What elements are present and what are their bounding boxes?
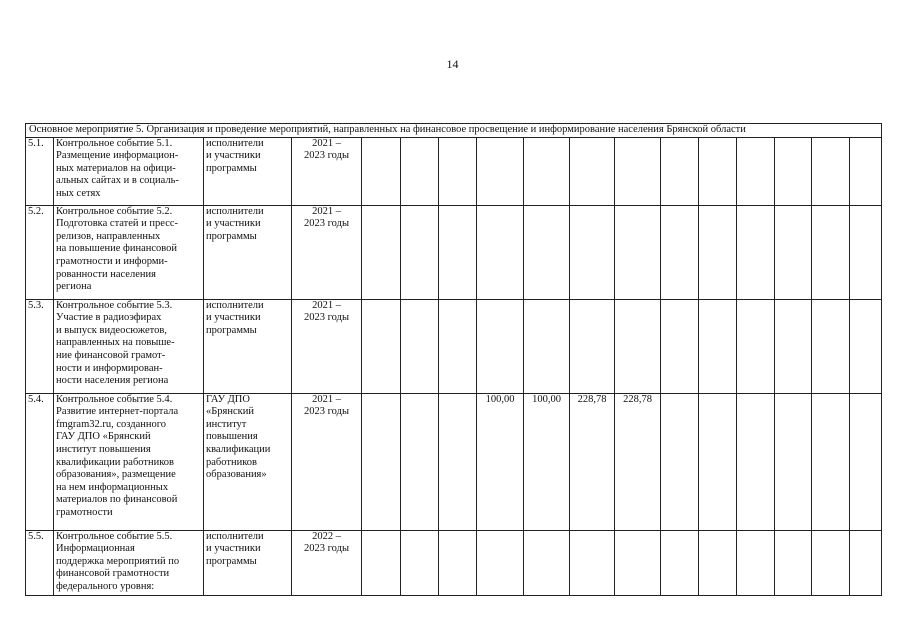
executors <box>204 530 292 595</box>
value-cell <box>850 137 882 205</box>
cell-line: и участники <box>206 218 261 230</box>
value-cell <box>439 205 477 299</box>
cell-line: 2021 – <box>312 299 341 311</box>
value-cell <box>661 299 699 393</box>
cell-line: ГАУ ДПО <box>206 393 250 405</box>
cell-line: на нем информационных <box>56 481 169 493</box>
cell-line: программы <box>206 162 257 174</box>
cell-line: 2021 – <box>312 137 341 149</box>
value-cell <box>477 205 524 299</box>
cell-line: ности и информирован- <box>56 362 163 374</box>
value-cell <box>661 530 699 595</box>
cell-line: ГАУ ДПО «Брянский <box>56 431 151 443</box>
row-number: 5.2. <box>26 205 54 299</box>
executors <box>204 393 292 530</box>
cell-line: и выпуск видеосюжетов, <box>56 324 167 336</box>
value-cell <box>570 299 615 393</box>
value-cell: 228,78 <box>615 393 661 530</box>
value-cell <box>775 393 812 530</box>
value-cell <box>477 137 524 205</box>
value-cell <box>362 393 401 530</box>
cell-line: 2023 годы <box>303 218 349 230</box>
value-cell <box>850 205 882 299</box>
cell-line: программы <box>206 324 257 336</box>
value-cell: 100,00 <box>524 393 570 530</box>
value-cell <box>850 393 882 530</box>
value-cell <box>850 299 882 393</box>
cell-line: ных материалов на офици- <box>56 162 176 174</box>
cell-line: повышения <box>206 431 258 443</box>
value-cell <box>439 393 477 530</box>
implementation-period <box>292 393 362 530</box>
value-cell <box>775 299 812 393</box>
executors <box>204 299 292 393</box>
executors <box>204 205 292 299</box>
event-description <box>54 205 204 299</box>
cell-line: квалификации работников <box>56 456 175 468</box>
page-number: 14 <box>446 57 459 71</box>
plan-table <box>25 123 882 596</box>
value-cell <box>401 393 439 530</box>
value-cell <box>570 530 615 595</box>
cell-line: 2023 годы <box>303 150 349 162</box>
cell-line: и участники <box>206 543 261 555</box>
table-row <box>26 205 882 299</box>
value-cell <box>362 299 401 393</box>
value-cell <box>737 299 775 393</box>
cell-line: Контрольное событие 5.3. <box>56 299 173 311</box>
cell-line: 2023 годы <box>303 312 349 324</box>
table-row <box>26 299 882 393</box>
cell-line: Контрольное событие 5.2. <box>56 205 173 217</box>
value-cell <box>737 393 775 530</box>
event-description <box>54 299 204 393</box>
cell-line: Контрольное событие 5.5. <box>56 530 173 542</box>
value-cell <box>737 205 775 299</box>
cell-line: институт <box>206 418 247 430</box>
row-number: 5.3. <box>26 299 54 393</box>
value-cell <box>615 530 661 595</box>
cell-line: материалов по финансовой <box>56 494 178 506</box>
cell-line: исполнители <box>206 530 264 542</box>
value-cell <box>439 299 477 393</box>
executors <box>204 137 292 205</box>
value-cell <box>812 299 850 393</box>
value-cell: 100,00 <box>477 393 524 530</box>
value-cell <box>812 530 850 595</box>
value-cell <box>812 393 850 530</box>
cell-line: 2023 годы <box>303 406 349 418</box>
cell-line: программы <box>206 230 257 242</box>
cell-line: ных сетях <box>56 187 101 199</box>
value-cell <box>570 205 615 299</box>
value-cell <box>401 205 439 299</box>
value-cell <box>737 137 775 205</box>
cell-line: fmgram32.ru, созданного <box>56 418 167 430</box>
value-cell <box>362 137 401 205</box>
cell-line: ности населения региона <box>56 375 169 387</box>
value-cell <box>850 530 882 595</box>
value-cell <box>477 530 524 595</box>
value-cell <box>812 137 850 205</box>
cell-line: Контрольное событие 5.4. <box>56 393 173 405</box>
cell-line: направленных на повыше- <box>56 337 175 349</box>
cell-line: грамотности и информи- <box>56 255 168 267</box>
value-cell <box>661 393 699 530</box>
cell-line: «Брянский <box>206 406 254 418</box>
cell-line: 2021 – <box>312 393 341 405</box>
cell-line: релизов, направленных <box>56 230 161 242</box>
implementation-period <box>292 299 362 393</box>
event-description <box>54 393 204 530</box>
value-cell <box>615 137 661 205</box>
cell-line: 2022 – <box>312 530 341 542</box>
value-cell <box>775 137 812 205</box>
value-cell <box>477 299 524 393</box>
value-cell <box>699 137 737 205</box>
cell-line: Подготовка статей и пресс- <box>56 218 179 230</box>
cell-line: и участники <box>206 150 261 162</box>
implementation-period <box>292 137 362 205</box>
cell-line: федерального уровня: <box>56 580 155 592</box>
row-number: 5.1. <box>26 137 54 205</box>
cell-line: грамотности <box>56 506 113 518</box>
cell-line: Размещение информацион- <box>56 150 179 162</box>
value-cell <box>439 137 477 205</box>
cell-line: Участие в радиоэфирах <box>56 312 162 324</box>
implementation-period <box>292 205 362 299</box>
value-cell <box>699 530 737 595</box>
cell-line: образования» <box>206 469 267 481</box>
cell-line: исполнители <box>206 299 264 311</box>
cell-line: рованности населения <box>56 268 156 280</box>
cell-line: на повышение финансовой <box>56 243 178 255</box>
cell-line: 2023 годы <box>303 543 349 555</box>
cell-line: образования», размещение <box>56 469 176 481</box>
value-cell <box>524 205 570 299</box>
value-cell <box>570 137 615 205</box>
table-row <box>26 137 882 205</box>
value-cell <box>775 530 812 595</box>
cell-line: квалификации <box>206 443 271 455</box>
section-title: Основное мероприятие 5. Организация и проведение мероприятий, направленных на финансовое просвещение и информирование населения Брянской области <box>26 124 882 138</box>
value-cell <box>524 137 570 205</box>
cell-line: ние финансовой грамот- <box>56 349 166 361</box>
value-cell <box>661 137 699 205</box>
value-cell <box>812 205 850 299</box>
value-cell <box>524 299 570 393</box>
event-description <box>54 530 204 595</box>
cell-line: исполнители <box>206 137 264 149</box>
value-cell <box>699 299 737 393</box>
cell-line: программы <box>206 555 257 567</box>
cell-line: региона <box>56 281 92 293</box>
cell-line: Информационная <box>56 543 135 555</box>
value-cell <box>362 205 401 299</box>
row-number: 5.4. <box>26 393 54 530</box>
cell-line: работников <box>206 456 257 468</box>
cell-line: исполнители <box>206 205 264 217</box>
value-cell <box>775 205 812 299</box>
section-row <box>26 124 882 138</box>
table-row <box>26 530 882 595</box>
implementation-period <box>292 530 362 595</box>
value-cell <box>699 393 737 530</box>
value-cell <box>661 205 699 299</box>
table-row <box>26 393 882 530</box>
cell-line: институт повышения <box>56 443 151 455</box>
value-cell <box>737 530 775 595</box>
cell-line: 2021 – <box>312 205 341 217</box>
value-cell <box>699 205 737 299</box>
cell-line: Контрольное событие 5.1. <box>56 137 173 149</box>
value-cell <box>615 299 661 393</box>
value-cell <box>401 530 439 595</box>
cell-line: альных сайтах и в социаль- <box>56 175 179 187</box>
value-cell <box>362 530 401 595</box>
cell-line: финансовой грамотности <box>56 568 170 580</box>
row-number: 5.5. <box>26 530 54 595</box>
cell-line: и участники <box>206 312 261 324</box>
value-cell <box>524 530 570 595</box>
cell-line: Развитие интернет-портала <box>56 406 179 418</box>
value-cell <box>439 530 477 595</box>
value-cell <box>615 205 661 299</box>
value-cell <box>401 137 439 205</box>
value-cell <box>401 299 439 393</box>
value-cell: 228,78 <box>570 393 615 530</box>
cell-line: поддержка мероприятий по <box>56 555 180 567</box>
event-description <box>54 137 204 205</box>
